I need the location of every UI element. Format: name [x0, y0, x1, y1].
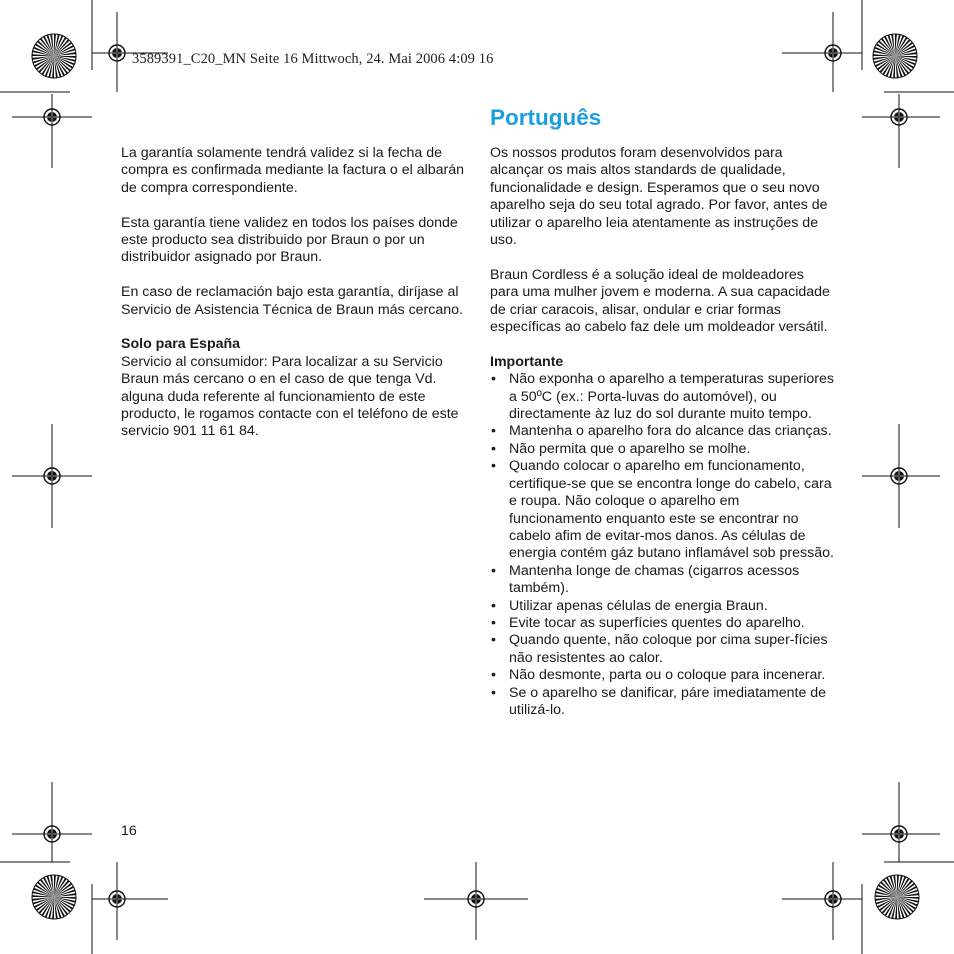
list-item: • Evite tocar as superfícies quentes do aparelho.	[490, 615, 835, 632]
page-number: 16	[121, 823, 137, 839]
subheading-solo-espana: Solo para España	[121, 336, 241, 353]
list-item: • Não desmonte, parta ou o coloque para incenerar.	[490, 667, 835, 684]
star-target-mark	[873, 34, 917, 78]
print-slug-line: 3589391_C20_MN Seite 16 Mittwoch, 24. Mai 2006 4:09 16	[132, 51, 494, 67]
paragraph: La garantía solamente tendrá validez si la fecha de compra es confirmada mediante la factura o el albarán de compra correspondiente.	[121, 145, 465, 196]
right-column	[490, 145, 835, 719]
paragraph: Os nossos produtos foram desenvolvidos para alcançar os mais altos standards de qualidade, funcionalidade e design. Esperamos que o seu novo aparelho seja do seu total agrado. Por favor, antes de utilizar o aparelho leia atentamente as instruções de uso.	[490, 145, 828, 249]
left-column	[121, 145, 466, 441]
list-item: • Mantenha longe de chamas (cigarros acessos também).	[490, 563, 835, 598]
safety-bullet-list	[490, 371, 835, 719]
list-item: • Utilizar apenas células de energia Braun.	[490, 598, 835, 615]
consumer-service-text: Servicio al consumidor: Para localizar a su Servicio Braun más cercano o en el caso de que tenga Vd. alguna duda referente al funcionamiento de este producto, le rogamos contacte con el teléfono de este servicio 901 11 61 84.	[121, 353, 459, 440]
list-item: • Quando colocar o aparelho em funcionamento, certifique-se que se encontra longe do cabelo, cara e roupa. Não coloque o aparelho em funcionamento enquanto este se encontrar no cabelo afim de evitar-mos danos. As células de energia contém gáz butano inflamável sob pressão.	[490, 458, 835, 562]
list-item: • Não exponha o aparelho a temperaturas superiores a 50ºC (ex.: Porta-luvas do automóvel), ou directamente àz luz do sol durante muito tempo.	[490, 371, 835, 423]
section-heading-portugues: Português	[490, 105, 602, 130]
star-target-mark	[875, 875, 919, 919]
paragraph: Esta garantía tiene validez en todos los países donde este producto sea distribuido por Braun o por un distribuidor asignado por Braun.	[121, 214, 458, 266]
star-target-mark	[32, 34, 76, 78]
list-item: • Quando quente, não coloque por cima super-fícies não resistentes ao calor.	[490, 632, 835, 667]
paragraph: En caso de reclamación bajo esta garantía, diríjase al Servicio de Asistencia Técnica de Braun más cercano.	[121, 284, 463, 318]
list-item: • Se o aparelho se danificar, páre imediatamente de utilizá-lo.	[490, 685, 835, 720]
subheading-importante: Importante	[490, 353, 564, 370]
list-item: • Não permita que o aparelho se molhe.	[490, 441, 835, 458]
star-target-mark	[32, 875, 76, 919]
list-item: • Mantenha o aparelho fora do alcance das crianças.	[490, 423, 835, 440]
paragraph: Braun Cordless é a solução ideal de moldeadores para uma mulher jovem e moderna. A sua capacidade de criar caracois, alisar, ondular e criar formas específicas ao cabelo faz dele um moldeador versátil.	[490, 266, 830, 336]
